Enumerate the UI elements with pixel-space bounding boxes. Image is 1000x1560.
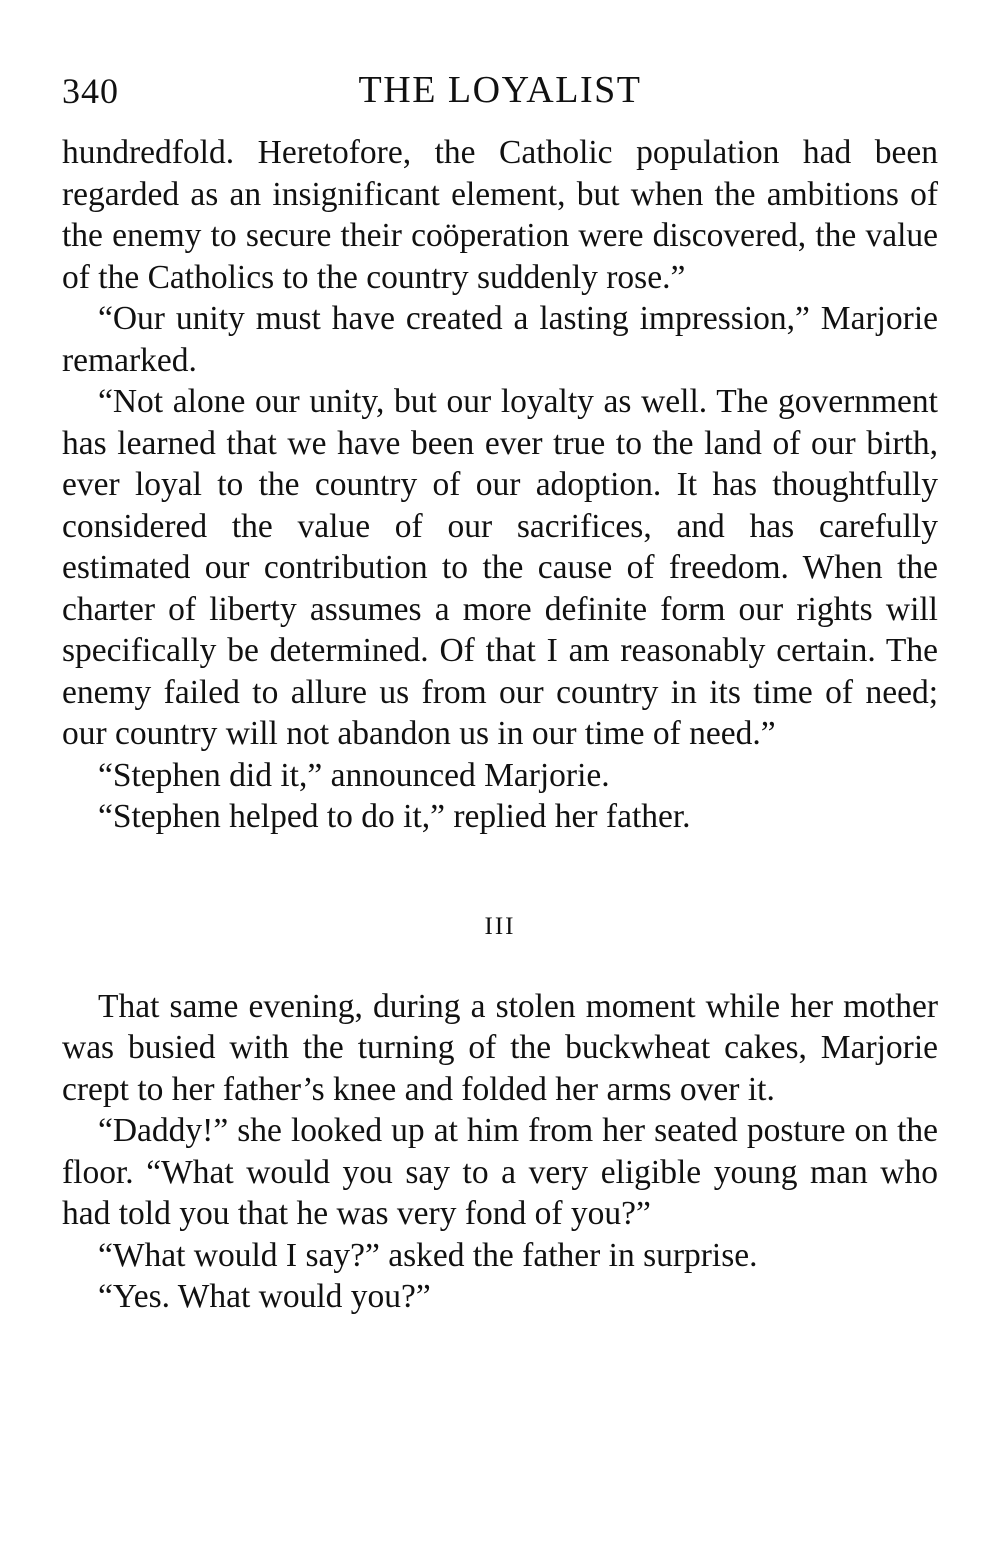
section-number: III — [484, 912, 516, 940]
paragraph-dialogue: “Stephen did it,” announced Marjorie. — [98, 756, 610, 794]
running-head — [62, 60, 938, 120]
body-text — [62, 132, 938, 1318]
running-title: THE LOYALIST — [358, 69, 642, 111]
paragraph-dialogue: “Stephen helped to do it,” replied her father. — [98, 798, 691, 835]
page-number: 340 — [62, 71, 119, 111]
paragraph-continued: hundredfold. Heretofore, the Catholic population had been regarded as an insignificant element, but when the ambitions of the enemy to secure their coöperation were discovered, the value of the Catholics to the country suddenly rose.” — [62, 134, 938, 296]
paragraph-dialogue: “Our unity must have created a lasting impression,” Marjorie remarked. — [62, 300, 938, 379]
paragraph-dialogue: “Daddy!” she looked up at him from her seated posture on the floor. “What would you say to a very eligible young man who had told you that he was very fond of you?” — [62, 1112, 938, 1232]
paragraph-dialogue: “Yes. What would you?” — [98, 1278, 431, 1315]
paragraph-dialogue: “What would I say?” asked the father in surprise. — [98, 1236, 758, 1274]
paragraph-dialogue: “Not alone our unity, but our loyalty as well. The government has learned that we have been ever true to the land of our birth, ever loyal to the country of our adoption. It has thoughtfully considered the value of our sacrifices, and has carefully estimated our contribution to the cause of freedom. When the charter of liberty assumes a more definite form our rights will specifically be determined. Of that I am reasonably certain. The enemy failed to allure us from our country in its time of need; our country will not abandon us in our time of need.” — [62, 383, 938, 752]
paragraph-narrative: That same evening, during a stolen moment while her mother was busied with the turning of the buckwheat cakes, Marjorie crept to her father’s knee and folded her arms over it. — [62, 987, 938, 1108]
book-page — [62, 60, 938, 1318]
